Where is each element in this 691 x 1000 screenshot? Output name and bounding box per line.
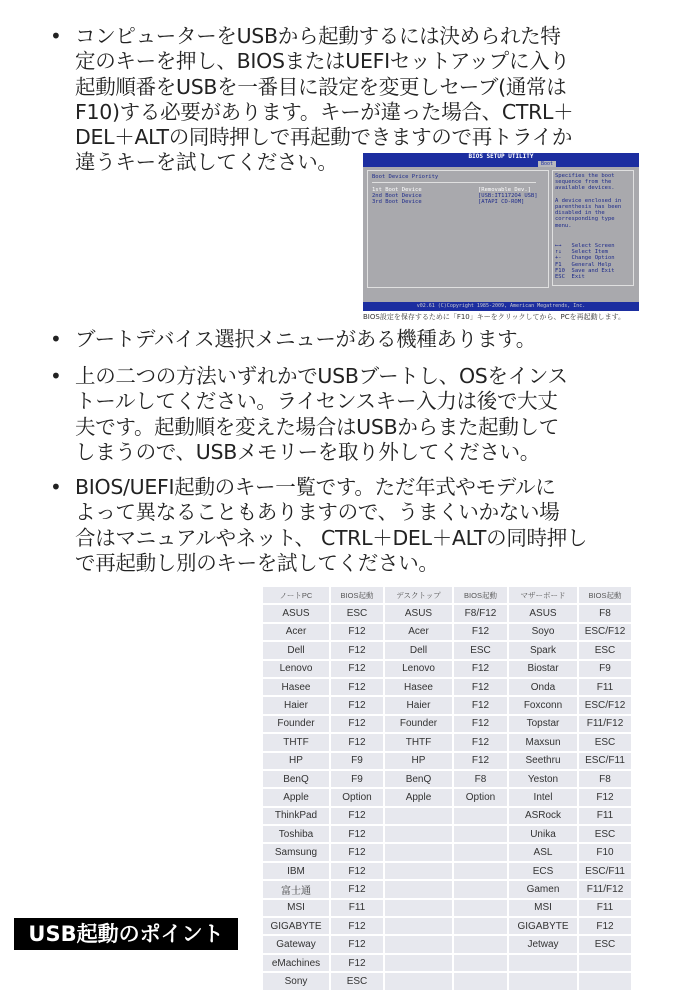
bios-help-panel — [552, 170, 634, 286]
maker-cell: Haier — [385, 697, 452, 713]
table-header-cell: デスクトップ — [385, 587, 452, 603]
maker-cell: Gateway — [263, 936, 329, 952]
boot-key-cell: ESC/F12 — [579, 624, 631, 640]
table-row — [263, 679, 631, 695]
boot-key-cell: F12 — [331, 936, 383, 952]
maker-cell: Maxsun — [509, 734, 577, 750]
maker-cell: Topstar — [509, 716, 577, 732]
boot-key-cell — [454, 936, 507, 952]
text-line: 合はマニュアルやネット、 CTRL＋DEL＋ALTの同時押し — [75, 525, 588, 550]
maker-cell: Yeston — [509, 771, 577, 787]
text-line: で再起動し別のキーを試してください。 — [75, 550, 439, 575]
boot-key-cell: F10 — [579, 844, 631, 860]
maker-cell: HP — [263, 753, 329, 769]
boot-key-cell: Option — [331, 789, 383, 805]
bullet-icon: • — [50, 327, 62, 351]
boot-key-cell — [454, 900, 507, 916]
table-row — [263, 918, 631, 934]
maker-cell: Foxconn — [509, 697, 577, 713]
bios-help-line: corresponding type — [555, 216, 615, 223]
text-line: DEL＋ALTの同時押しで再起動できますので再トライか — [75, 125, 573, 150]
table-row — [263, 973, 631, 989]
table-row — [263, 955, 631, 971]
maker-cell: Haier — [263, 697, 329, 713]
bios-footer: v02.61 (C)Copyright 1985-2009, American Megatrends, Inc. — [363, 302, 639, 311]
boot-key-cell: F12 — [454, 661, 507, 677]
boot-key-cell: F12 — [331, 716, 383, 732]
maker-cell: Jetway — [509, 936, 577, 952]
maker-cell — [385, 808, 452, 824]
boot-key-cell: ESC — [579, 734, 631, 750]
bios-boot-device-value: [ATAPI CD-ROM] — [478, 199, 525, 205]
bios-key-hint: ←→ Select Screen — [555, 243, 615, 249]
maker-cell: MSI — [509, 900, 577, 916]
maker-cell — [509, 955, 577, 971]
boot-key-cell: F11 — [579, 679, 631, 695]
maker-cell — [385, 918, 452, 934]
boot-key-cell: F12 — [331, 844, 383, 860]
maker-cell: eMachines — [263, 955, 329, 971]
maker-cell — [385, 955, 452, 971]
bios-help-line: Specifies the boot — [555, 173, 615, 179]
text-line: 起動順番をUSBを一番目に設定を変更しセーブ(通常は — [75, 74, 567, 99]
boot-key-cell: F9 — [331, 771, 383, 787]
boot-key-cell — [454, 918, 507, 934]
boot-key-cell — [454, 826, 507, 842]
bios-screenshot — [363, 153, 639, 311]
boot-key-cell — [454, 808, 507, 824]
table-row — [263, 624, 631, 640]
table-row — [263, 936, 631, 952]
table-header-cell: BIOS起動 — [331, 587, 383, 603]
maker-cell: ThinkPad — [263, 808, 329, 824]
boot-key-cell: ESC — [454, 642, 507, 658]
bios-main-panel — [367, 170, 549, 288]
boot-key-cell: ESC — [579, 642, 631, 658]
text-line: ブートデバイス選択メニューがある機種あります。 — [75, 327, 536, 351]
boot-key-cell: ESC — [579, 936, 631, 952]
boot-key-cell — [454, 881, 507, 897]
maker-cell: ASUS — [385, 605, 452, 621]
maker-cell: 富士通 — [263, 881, 329, 897]
maker-cell: Onda — [509, 679, 577, 695]
bios-header — [363, 153, 639, 167]
bios-help-line: sequence from the — [555, 179, 612, 186]
maker-cell: Gamen — [509, 881, 577, 897]
maker-cell: ASL — [509, 844, 577, 860]
maker-cell: Hasee — [263, 679, 329, 695]
table-row — [263, 716, 631, 732]
bios-tab-boot: Boot — [538, 161, 556, 167]
boot-key-cell: Option — [454, 789, 507, 805]
table-row — [263, 661, 631, 677]
bios-section-title: Boot Device Priority — [372, 174, 439, 180]
maker-cell: ASUS — [263, 605, 329, 621]
boot-key-cell: F12 — [331, 697, 383, 713]
boot-key-cell: F12 — [331, 808, 383, 824]
boot-key-cell: F12 — [331, 661, 383, 677]
boot-key-cell — [454, 973, 507, 989]
maker-cell: HP — [385, 753, 452, 769]
maker-cell: Hasee — [385, 679, 452, 695]
boot-key-cell: F11/F12 — [579, 881, 631, 897]
maker-cell: Dell — [385, 642, 452, 658]
maker-cell: Founder — [385, 716, 452, 732]
boot-key-cell: F9 — [579, 661, 631, 677]
maker-cell: Biostar — [509, 661, 577, 677]
maker-cell: GIGABYTE — [263, 918, 329, 934]
text-line: トールしてください。ライセンスキー入力は後で大丈 — [75, 389, 558, 414]
table-header-cell: BIOS起動 — [579, 587, 631, 603]
boot-key-cell: F12 — [454, 716, 507, 732]
maker-cell: Sony — [263, 973, 329, 989]
text-line: コンピューターをUSBから起動するには決められた特 — [75, 24, 561, 48]
text-line: 夫です。起動順を変えた場合はUSBからまた起動して — [75, 414, 559, 439]
maker-cell: Toshiba — [263, 826, 329, 842]
maker-cell: BenQ — [263, 771, 329, 787]
boot-key-cell: F12 — [331, 826, 383, 842]
boot-key-cell: F12 — [331, 863, 383, 879]
maker-cell: Apple — [385, 789, 452, 805]
boot-key-cell: F12 — [331, 734, 383, 750]
table-header-row — [263, 587, 631, 603]
boot-key-cell: ESC — [579, 826, 631, 842]
boot-key-cell: F8 — [579, 771, 631, 787]
maker-cell — [385, 973, 452, 989]
table-row — [263, 642, 631, 658]
boot-key-cell: F12 — [454, 734, 507, 750]
table-row — [263, 826, 631, 842]
text-line: BIOS/UEFI起動のキー一覧です。ただ年式やモデルに — [75, 475, 556, 499]
bios-help-line: available devices. — [555, 185, 615, 192]
bios-help-line: parenthesis has been — [555, 204, 622, 210]
bullet-icon: • — [50, 475, 62, 499]
boot-key-cell: F12 — [454, 679, 507, 695]
boot-key-cell — [454, 955, 507, 971]
table-row — [263, 808, 631, 824]
bios-title: BIOS SETUP UTILITY — [468, 153, 534, 160]
boot-key-cell: F12 — [331, 881, 383, 897]
boot-key-cell — [579, 955, 631, 971]
maker-cell: Dell — [263, 642, 329, 658]
bullet-icon: • — [50, 364, 62, 388]
table-row — [263, 881, 631, 897]
boot-key-cell: F12 — [331, 955, 383, 971]
boot-key-cell: F12 — [331, 679, 383, 695]
table-header-cell: マザーボード — [509, 587, 577, 603]
bullet-icon: • — [50, 24, 62, 48]
table-row — [263, 605, 631, 621]
maker-cell — [509, 973, 577, 989]
maker-cell: Acer — [263, 624, 329, 640]
bios-key-hint: F10 Save and Exit — [555, 267, 615, 274]
bios-boot-device-label: 2nd Boot Device — [372, 193, 422, 199]
table-row — [263, 753, 631, 769]
bios-help-line: disabled in the — [555, 210, 605, 217]
boot-key-cell: F12 — [454, 753, 507, 769]
maker-cell — [385, 881, 452, 897]
boot-key-cell: F8 — [454, 771, 507, 787]
maker-cell: MSI — [263, 900, 329, 916]
maker-cell: ASRock — [509, 808, 577, 824]
boot-key-cell: F12 — [579, 789, 631, 805]
maker-cell: Soyo — [509, 624, 577, 640]
boot-key-cell: F12 — [331, 642, 383, 658]
bios-caption: BIOS設定を保存するために「F10」キーをクリックしてから、PCを再起動します。 — [363, 313, 626, 321]
boot-key-cell: F11 — [331, 900, 383, 916]
boot-key-cell: ESC — [331, 973, 383, 989]
table-row — [263, 900, 631, 916]
table-row — [263, 789, 631, 805]
text-line: 上の二つの方法いずれかでUSBブートし、OSをインス — [75, 364, 568, 388]
boot-key-cell: F11/F12 — [579, 716, 631, 732]
maker-cell: THTF — [385, 734, 452, 750]
maker-cell: THTF — [263, 734, 329, 750]
boot-key-cell: F12 — [331, 624, 383, 640]
bios-key-table — [261, 585, 633, 992]
maker-cell — [385, 826, 452, 842]
bullet-text — [75, 364, 568, 465]
maker-cell: ECS — [509, 863, 577, 879]
bios-boot-device-value: [USB:IT1172O4 USB] — [478, 193, 538, 199]
boot-key-cell: ESC/F11 — [579, 863, 631, 879]
table-row — [263, 771, 631, 787]
maker-cell: ASUS — [509, 605, 577, 621]
table-row — [263, 697, 631, 713]
bios-help-line: menu. — [555, 222, 572, 229]
bios-boot-device-value: [Removable Dev.] — [478, 187, 531, 193]
bios-key-hint: ESC Exit — [555, 274, 585, 281]
maker-cell: Unika — [509, 826, 577, 842]
bios-boot-device-label: 1st Boot Device — [372, 187, 422, 193]
maker-cell: Founder — [263, 716, 329, 732]
bullet-text — [75, 327, 536, 352]
table-header-cell: BIOS起動 — [454, 587, 507, 603]
maker-cell: Lenovo — [385, 661, 452, 677]
maker-cell — [385, 863, 452, 879]
maker-cell: Lenovo — [263, 661, 329, 677]
maker-cell: Samsung — [263, 844, 329, 860]
boot-key-cell: F8/F12 — [454, 605, 507, 621]
boot-key-cell: ESC/F12 — [579, 697, 631, 713]
bios-boot-device-label: 3rd Boot Device — [372, 199, 422, 205]
maker-cell: Seethru — [509, 753, 577, 769]
maker-cell: IBM — [263, 863, 329, 879]
boot-key-cell: ESC/F11 — [579, 753, 631, 769]
boot-key-cell — [579, 973, 631, 989]
bios-key-hint: F1 General Help — [555, 261, 612, 268]
bullet-text — [75, 475, 587, 576]
maker-cell: Intel — [509, 789, 577, 805]
bios-key-hint: ↑↓ Select Item — [555, 249, 608, 256]
boot-key-cell: F8 — [579, 605, 631, 621]
boot-key-cell: F12 — [454, 624, 507, 640]
text-line: F10)する必要があります。キーが違った場合、CTRL＋ — [75, 99, 574, 124]
text-line: よって異なることもありますので、うまくいかない場 — [75, 500, 560, 525]
bios-divider — [372, 182, 536, 183]
maker-cell: BenQ — [385, 771, 452, 787]
bios-key-hint: +- Change Option — [555, 255, 615, 262]
boot-key-cell: F12 — [454, 697, 507, 713]
bios-help-line: A device enclosed in — [555, 197, 622, 204]
table-row — [263, 734, 631, 750]
maker-cell: Spark — [509, 642, 577, 658]
boot-key-cell: ESC — [331, 605, 383, 621]
text-line: 違うキーを試してください。 — [75, 150, 338, 175]
text-line: 定のキーを押し、BIOSまたはUEFIセットアップに入り — [75, 49, 570, 74]
maker-cell — [385, 844, 452, 860]
boot-key-cell: F9 — [331, 753, 383, 769]
maker-cell: GIGABYTE — [509, 918, 577, 934]
boot-key-cell: F11 — [579, 900, 631, 916]
boot-key-cell — [454, 863, 507, 879]
maker-cell: Apple — [263, 789, 329, 805]
boot-key-cell: F12 — [579, 918, 631, 934]
boot-key-cell: F11 — [579, 808, 631, 824]
maker-cell: Acer — [385, 624, 452, 640]
boot-key-cell — [454, 844, 507, 860]
table-row — [263, 844, 631, 860]
table-header-cell: ノートPC — [263, 587, 329, 603]
maker-cell — [385, 900, 452, 916]
text-line: しまうので、USBメモリーを取り外してください。 — [75, 439, 540, 464]
table-row — [263, 863, 631, 879]
maker-cell — [385, 936, 452, 952]
boot-key-cell: F12 — [331, 918, 383, 934]
usb-boot-points-label: USB起動のポイント — [14, 918, 238, 950]
